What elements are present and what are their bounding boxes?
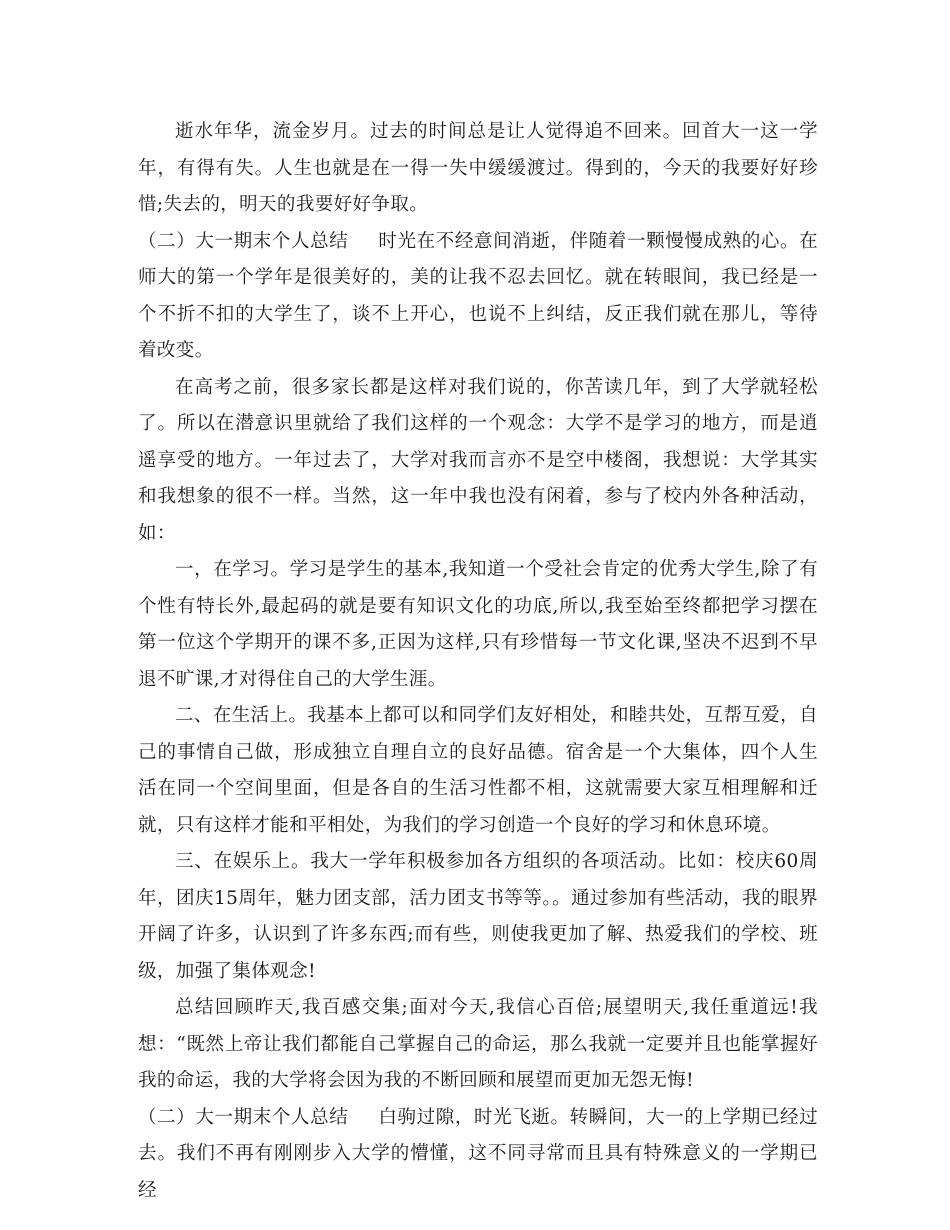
section-heading: （二）大一期末个人总结: [138, 230, 349, 252]
paragraph-section-2: [138, 224, 818, 370]
paragraph-text: 逝水年华，流金岁月。过去的时间总是让人觉得追不回来。回首大一这一学年，有得有失。人生也就是在一得一失中缓缓渡过。得到的，今天的我要好好珍惜;失去的，明天的我要好好争取。: [138, 121, 818, 215]
paragraph-text: 时光在不经意间消逝，伴随着一颗慢慢成熟的心。在师大的第一个学年是很美好的，美的让我不忍去回忆。就在转眼间，我已经是一个不折不扣的大学生了，谈不上开心，也说不上纠结，反正我们就在那儿，等待着改变。: [138, 230, 819, 361]
document-page: [138, 114, 818, 1209]
paragraph-intro: [138, 114, 818, 224]
paragraph-text: 总结回顾昨天,我百感交集;面对今天,我信心百倍;展望明天,我任重道远!我想：“既然上帝让我们都能自己掌握自己的命运，那么我就一定要并且也能掌握好我的命运，我的大学将会因为我的不断回顾和展望而更加无怨无悔!: [138, 997, 818, 1091]
paragraph-entertainment: [138, 844, 818, 990]
paragraph-text: 白驹过隙，时光飞逝。转瞬间，大一的上学期已经过去。我们不再有刚刚步入大学的懵懂，这不同寻常而且具有特殊意义的一学期已经: [138, 1106, 819, 1201]
paragraph-section-2b: [138, 1100, 818, 1210]
paragraph-gaokao: [138, 370, 818, 553]
paragraph-text: 二、在生活上。我基本上都可以和同学们友好相处，和睦共处，互帮互爱，自己的事情自己做，形成独立自理自立的良好品德。宿舍是一个大集体，四个人生活在同一个空间里面，但是各自的生活习性都不相，这就需要大家互相理解和迁就，只有这样才能和平相处，为我们的学习创造一个良好的学习和休息环境。: [138, 705, 818, 836]
paragraph-text: 三、在娱乐上。我大一学年积极参加各方组织的各项活动。比如：校庆60周年，团庆15周年，魅力团支部，活力团支书等等。。通过参加有些活动，我的眼界开阔了许多，认识到了许多东西;而有些，则使我更加了解、热爱我们的学校、班级，加强了集体观念!: [138, 851, 818, 982]
paragraph-text: 一，在学习。学习是学生的基本,我知道一个受社会肯定的优秀大学生,除了有个性有特长外,最起码的就是要有知识文化的功底,所以,我至始至终都把学习摆在第一位这个学期开的课不多,正因为这样,只有珍惜每一节文化课,坚决不迟到不早退不旷课,才对得住自己的大学生涯。: [138, 559, 818, 690]
paragraph-study: [138, 552, 818, 698]
paragraph-life: [138, 698, 818, 844]
paragraph-summary: [138, 990, 818, 1100]
paragraph-text: 在高考之前，很多家长都是这样对我们说的，你苦读几年，到了大学就轻松了。所以在潜意识里就给了我们这样的一个观念：大学不是学习的地方，而是逍遥享受的地方。一年过去了，大学对我而言亦不是空中楼阁，我想说：大学其实和我想象的很不一样。当然，这一年中我也没有闲着，参与了校内外各种活动，如：: [138, 376, 818, 544]
section-heading: （二）大一期末个人总结: [138, 1106, 349, 1128]
